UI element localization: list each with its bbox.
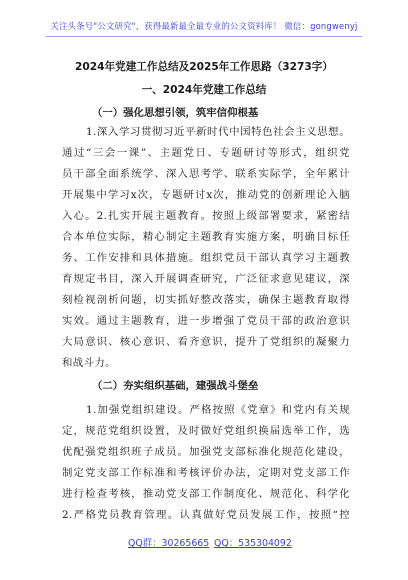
document-title: 2024年党建工作总结及2025年工作思路（3273字）	[75, 61, 333, 73]
paragraph-line: 1.加强党组织建设。严格按照《党章》和党内有关规	[86, 404, 350, 416]
qq-contact-number[interactable]: 535304092	[238, 538, 292, 549]
paragraph-line: 合本单位实际，精心制定主题教育实施方案，明确目标任	[62, 231, 350, 243]
paragraph-line: 员干部全面系统学、深入思考学、联系实际学，全年累计	[62, 168, 350, 180]
paragraph-line: 实效。通过主题教育，进一步增强了党员干部的政治意识	[62, 315, 350, 327]
paragraph-line: 2.严格党员教育管理。认真做好党员发展工作，按照“控	[62, 509, 350, 521]
footer-qq-group[interactable]	[128, 535, 209, 549]
header-banner: 关注头条号"公文研究"，获得最新最全最专业的公文资料库！ 微信：gongwenyj	[50, 21, 358, 31]
paragraph-line: 进行检查考核，推动党支部工作制度化、规范化、科学化	[62, 488, 350, 500]
paragraph-line: 和战斗力。	[62, 357, 116, 369]
subheading-organization-foundation: （二）夯实组织基础，建强战斗堡垒	[92, 380, 259, 392]
qq-group-label: QQ群：	[128, 538, 162, 549]
paragraph-line: 开展集中学习x次，专题研讨x次，推动党的创新理论入脑	[62, 189, 350, 201]
paragraph-line: 通过“三会一课”、主题党日、专题研讨等形式，组织党	[62, 147, 350, 159]
qq-group-number[interactable]: 30265665	[161, 538, 210, 549]
paragraph-line: 优配强党组织班子成员。加强党支部标准化规范化建设，	[62, 446, 350, 458]
footer-qq-contact[interactable]	[214, 535, 292, 549]
paragraph-line: 育规定书目，深入开展调查研究，广泛征求意见建议，深	[62, 273, 350, 285]
paragraph-line: 务、工作安排和具体措施。组织党员干部认真学习主题教	[62, 252, 350, 264]
header-divider	[46, 36, 362, 37]
subheading-thought-leadership: （一）强化思想引领，筑牢信仰根基	[92, 107, 259, 119]
paragraph-line: 大局意识、核心意识、看齐意识，提升了党组织的凝聚力	[62, 336, 350, 348]
section-heading: 一、2024年党建工作总结	[141, 84, 267, 96]
paragraph-line: 定，规范党组织设置，及时做好党组织换届选举工作，选	[62, 425, 350, 437]
qq-contact-label: QQ：	[214, 538, 239, 549]
paragraph-line: 制定党支部工作标准和考核评价办法，定期对党支部工作	[62, 467, 350, 479]
paragraph-line: 1.深入学习贯彻习近平新时代中国特色社会主义思想。	[86, 126, 350, 138]
paragraph-line: 入心。2.扎实开展主题教育。按照上级部署要求，紧密结	[62, 210, 350, 222]
paragraph-line: 刻检视剖析问题，切实抓好整改落实，确保主题教育取得	[62, 294, 350, 306]
